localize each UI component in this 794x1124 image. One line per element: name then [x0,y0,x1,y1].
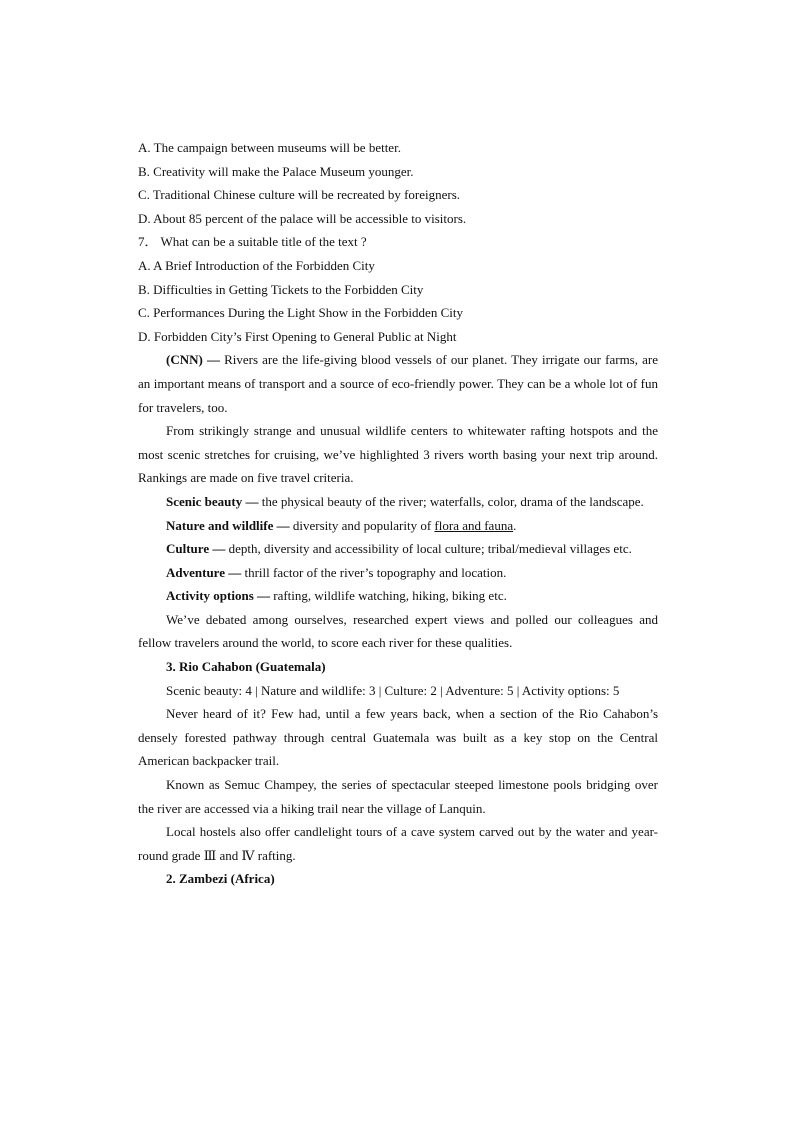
source-label: (CNN) — [166,352,220,368]
criterion-label: Adventure — [166,564,242,580]
heading-text: 2. Zambezi (Africa) [166,871,275,887]
criterion-text: rafting, wildlife watching, hiking, biking etc. [270,588,507,604]
underlined-term: flora and fauna [434,517,514,533]
river3-heading [138,655,658,679]
q6-option-d: D. About 85 percent of the palace will be accessible to visitors. [138,210,467,226]
criterion-activity [138,584,658,608]
criterion-label: Scenic beauty — [166,493,259,509]
q7-question: 7． What can be a suitable title of the text ? [138,234,367,250]
q7-option-b: B. Difficulties in Getting Tickets to the Forbidden City [138,281,424,297]
passage-intro [138,348,658,419]
q7-option-c: C. Performances During the Light Show in the Forbidden City [138,305,463,321]
criterion-label: Culture — [166,541,226,557]
criterion-culture [138,537,658,561]
criterion-label: Activity options — [166,588,270,604]
river3-scores: Scenic beauty: 4 | Nature and wildlife: 3 | Culture: 2 | Adventure: 5 | Activity options: 5 [166,682,620,698]
q7-option-d: D. Forbidden City’s First Opening to General Public at Night [138,328,457,344]
intro-text: Rivers are the life-giving blood vessels of our planet. They irrigate our farms, are an important means of transport and a source of eco-friendly power. They can be a whole lot of fun for travelers, too. [138,352,658,415]
heading-text: 3. Rio Cahabon (Guatemala) [166,659,326,675]
period: . [513,517,517,533]
river3-para3: Local hostels also offer candlelight tours of a cave system carved out by the water and year-round grade Ⅲ and Ⅳ rafting. [138,824,658,863]
q6-option-a: A. The campaign between museums will be better. [138,140,401,155]
q6-option-b: B. Creativity will make the Palace Museum younger. [138,163,414,179]
criterion-text: diversity and popularity of [289,517,435,533]
passage-para2: From strikingly strange and unusual wildlife centers to whitewater rafting hotspots and the most scenic stretches for cruising, we’ve highlighted 3 rivers worth basing your next trip around. Rankings are made on five travel criteria. [138,423,658,486]
document-page [138,136,658,891]
criterion-scenic [138,490,658,514]
q6-option-c: C. Traditional Chinese culture will be recreated by foreigners. [138,187,461,203]
passage-debate: We’ve debated among ourselves, researched expert views and polled our colleagues and fellow travelers around the world, to score each river for these qualities. [138,611,658,651]
criterion-label: Nature and wildlife — [166,517,290,533]
river2-heading [138,867,658,891]
criterion-text: the physical beauty of the river; waterfalls, color, drama of the landscape. [258,493,644,509]
criterion-text: depth, diversity and accessibility of local culture; tribal/medieval villages etc. [225,541,632,557]
river3-para2: Known as Semuc Champey, the series of spectacular steeped limestone pools bridging over the river are accessed via a hiking trail near the village of Lanquin. [138,777,658,816]
q7-option-a: A. A Brief Introduction of the Forbidden City [138,257,375,273]
criterion-text: thrill factor of the river’s topography and location. [241,564,507,580]
criterion-adventure [138,561,658,585]
river3-para1: Never heard of it? Few had, until a few years back, when a section of the Rio Cahabon’s densely forested pathway through central Guatemala was built as a key stop on the Central American backpacker trail. [138,706,658,769]
criterion-nature [138,514,658,538]
